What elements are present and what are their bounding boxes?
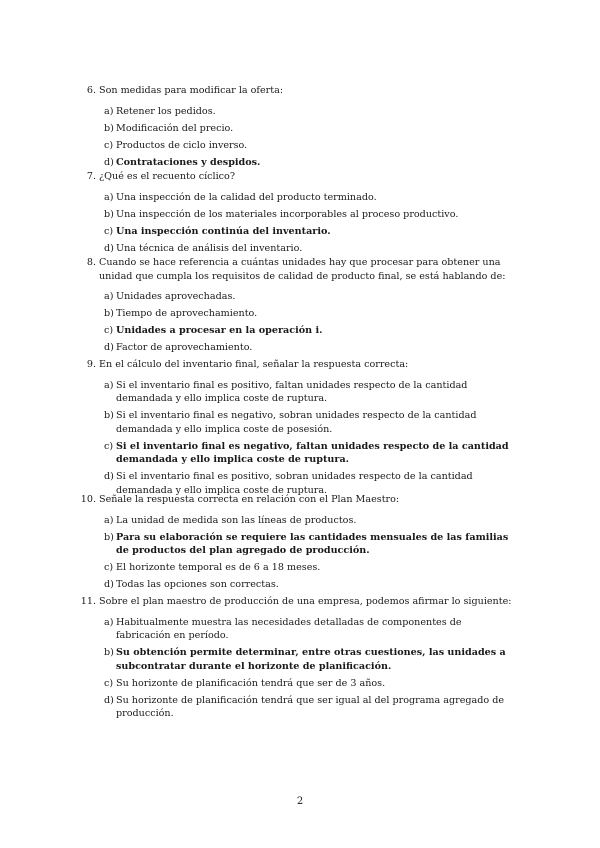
option-item bbox=[104, 616, 518, 643]
question-7 bbox=[80, 170, 518, 259]
option-item bbox=[104, 208, 518, 222]
question-header bbox=[80, 595, 518, 609]
options-list bbox=[80, 290, 518, 355]
question-text: ¿Qué es el recuento cíclico? bbox=[99, 171, 235, 182]
option-item bbox=[104, 409, 518, 436]
question-9 bbox=[80, 358, 518, 501]
question-11 bbox=[80, 595, 518, 724]
option-letter: c) bbox=[104, 440, 114, 452]
option-letter: d) bbox=[104, 342, 114, 353]
option-item bbox=[104, 122, 518, 136]
options-list bbox=[80, 191, 518, 256]
question-number: 8. bbox=[86, 257, 96, 268]
option-text: Unidades a procesar en la operación i. bbox=[116, 325, 323, 336]
option-text: Si el inventario final es negativo, sobran unidades respecto de la cantidad demandada y ello implica coste de posesión. bbox=[116, 410, 477, 435]
question-header bbox=[80, 170, 518, 184]
option-text: Una técnica de análisis del inventario. bbox=[116, 242, 303, 254]
question-text: Cuando se hace referencia a cuántas unidades hay que procesar para obtener una unidad que cumpla los requisitos de calidad de producto final, se está hablando de: bbox=[99, 257, 506, 282]
option-text: Una inspección de la calidad del producto terminado. bbox=[116, 191, 377, 203]
question-header bbox=[80, 84, 518, 98]
option-text: Contrataciones y despidos. bbox=[116, 156, 261, 168]
question-number: 9. bbox=[86, 359, 96, 370]
option-text: Si el inventario final es negativo, faltan unidades respecto de la cantidad demandada y ello implica coste de ruptura. bbox=[116, 440, 509, 465]
option-letter: b) bbox=[104, 531, 114, 543]
options-list bbox=[80, 616, 518, 721]
option-letter: d) bbox=[104, 694, 114, 706]
correct-option bbox=[104, 225, 518, 239]
option-letter: c) bbox=[104, 562, 114, 573]
option-letter: a) bbox=[104, 616, 114, 628]
option-text: Factor de aprovechamiento. bbox=[116, 342, 253, 353]
question-10 bbox=[80, 493, 518, 595]
option-letter: d) bbox=[104, 579, 114, 590]
options-list bbox=[80, 105, 518, 170]
option-letter: b) bbox=[104, 208, 114, 220]
option-letter: a) bbox=[104, 514, 114, 526]
question-8 bbox=[80, 256, 518, 358]
question-6 bbox=[80, 84, 518, 173]
option-item bbox=[104, 677, 518, 691]
question-number: 7. bbox=[86, 171, 96, 182]
option-text: Productos de ciclo inverso. bbox=[116, 139, 248, 151]
options-list bbox=[80, 514, 518, 592]
option-letter: a) bbox=[104, 379, 114, 391]
option-item bbox=[104, 561, 518, 575]
option-text: La unidad de medida son las líneas de productos. bbox=[116, 514, 357, 526]
option-letter: c) bbox=[104, 225, 114, 237]
question-header bbox=[80, 256, 518, 283]
correct-option bbox=[104, 156, 518, 170]
option-letter: b) bbox=[104, 647, 114, 658]
correct-option bbox=[104, 531, 518, 558]
question-text: En el cálculo del inventario final, señalar la respuesta correcta: bbox=[99, 359, 409, 370]
option-letter: a) bbox=[104, 191, 114, 203]
question-number: 11. bbox=[80, 596, 96, 607]
correct-option bbox=[104, 646, 518, 673]
option-letter: d) bbox=[104, 156, 114, 168]
option-text: El horizonte temporal es de 6 a 18 meses. bbox=[116, 562, 321, 573]
option-text: Habitualmente muestra las necesidades detalladas de componentes de fabricación en período. bbox=[116, 616, 462, 641]
option-item bbox=[104, 105, 518, 119]
option-letter: d) bbox=[104, 242, 114, 254]
option-item bbox=[104, 341, 518, 355]
question-text: Son medidas para modificar la oferta: bbox=[99, 85, 284, 96]
option-text: Su obtención permite determinar, entre otras cuestiones, las unidades a subcontratar durante el horizonte de planificación. bbox=[116, 647, 506, 672]
option-text: Una inspección continúa del inventario. bbox=[116, 225, 331, 237]
option-text: Tiempo de aprovechamiento. bbox=[116, 308, 258, 319]
option-text: Unidades aprovechadas. bbox=[116, 291, 236, 302]
option-text: Retener los pedidos. bbox=[116, 105, 216, 117]
option-text: Si el inventario final es positivo, sobran unidades respecto de la cantidad demandada y ello implica coste de ruptura. bbox=[116, 471, 473, 496]
option-item bbox=[104, 242, 518, 256]
question-header bbox=[80, 493, 518, 507]
options-list bbox=[80, 379, 518, 498]
option-text: Su horizonte de planificación tendrá que ser igual al del programa agregado de producción. bbox=[116, 694, 505, 719]
option-letter: d) bbox=[104, 471, 114, 482]
option-item bbox=[104, 694, 518, 721]
option-text: Para su elaboración se requiere las cantidades mensuales de las familias de productos del plan agregado de producción. bbox=[116, 531, 509, 556]
question-number: 10. bbox=[80, 494, 96, 505]
option-letter: c) bbox=[104, 677, 114, 689]
option-item bbox=[104, 514, 518, 528]
option-letter: a) bbox=[104, 291, 114, 302]
question-text: Señale la respuesta correcta en relación con el Plan Maestro: bbox=[99, 494, 400, 505]
option-item bbox=[104, 191, 518, 205]
correct-option bbox=[104, 324, 518, 338]
option-letter: a) bbox=[104, 105, 114, 117]
option-text: Su horizonte de planificación tendrá que ser de 3 años. bbox=[116, 677, 386, 689]
option-item bbox=[104, 290, 518, 304]
option-text: Una inspección de los materiales incorporables al proceso productivo. bbox=[116, 208, 459, 220]
option-item bbox=[104, 307, 518, 321]
page-number: 2 bbox=[296, 796, 304, 807]
option-letter: c) bbox=[104, 139, 114, 151]
question-text: Sobre el plan maestro de producción de una empresa, podemos afirmar lo siguiente: bbox=[99, 596, 512, 607]
option-letter: b) bbox=[104, 122, 114, 134]
option-item bbox=[104, 379, 518, 406]
question-number: 6. bbox=[86, 85, 96, 96]
option-letter: b) bbox=[104, 410, 114, 421]
option-item bbox=[104, 139, 518, 153]
question-header bbox=[80, 358, 518, 372]
option-letter: b) bbox=[104, 308, 114, 319]
option-item bbox=[104, 578, 518, 592]
option-text: Modificación del precio. bbox=[116, 122, 234, 134]
option-text: Todas las opciones son correctas. bbox=[116, 579, 279, 590]
correct-option bbox=[104, 440, 518, 467]
option-text: Si el inventario final es positivo, faltan unidades respecto de la cantidad demandada y ello implica coste de ruptura. bbox=[116, 379, 468, 404]
option-letter: c) bbox=[104, 325, 114, 336]
